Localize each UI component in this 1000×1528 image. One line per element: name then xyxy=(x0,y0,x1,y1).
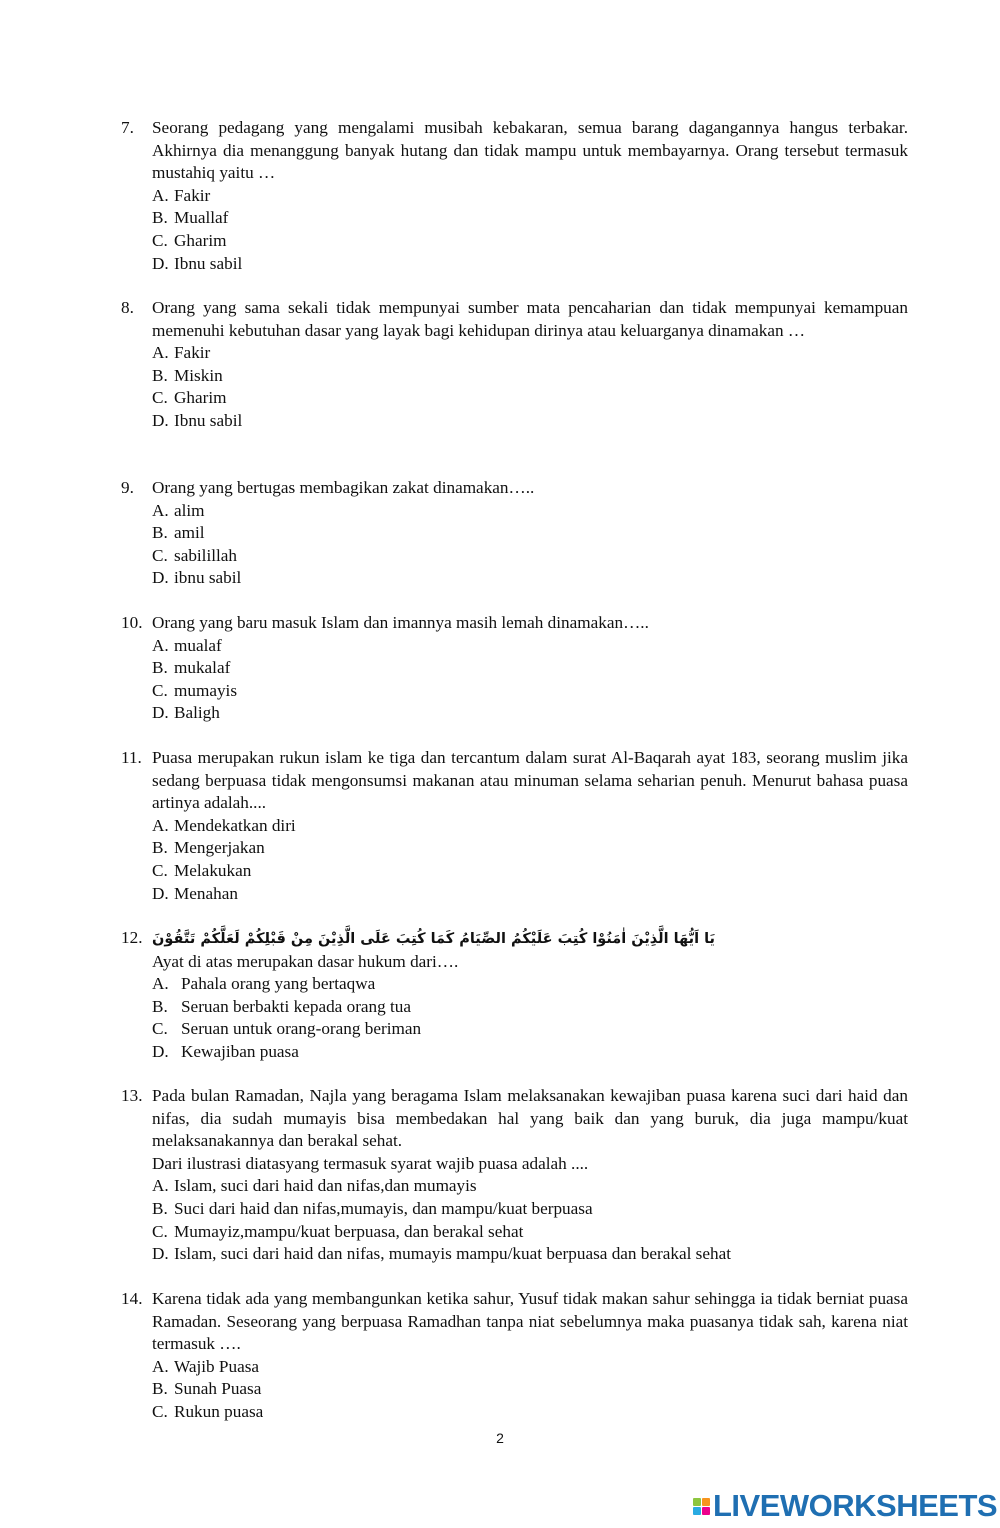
option-letter: B. xyxy=(152,523,168,543)
option[interactable] xyxy=(152,500,908,523)
question-text: Ayat di atas merupakan dasar hukum dari…. xyxy=(152,951,459,971)
question-text: Puasa merupakan rukun islam ke tiga dan tercantum dalam surat Al-Baqarah ayat 183, seorang muslim jika sedang berpuasa tidak mengonsumsi makanan atau minuman selama seharian penuh. Menurut bahasa puasa artinya adalah.... xyxy=(152,748,908,813)
option-text: mualaf xyxy=(174,635,222,655)
option[interactable] xyxy=(152,1175,908,1198)
question-11 xyxy=(121,747,908,905)
option-text: sabilillah xyxy=(174,545,238,565)
option-text: Seruan berbakti kepada orang tua xyxy=(181,996,412,1016)
option-text: Ibnu sabil xyxy=(174,410,243,430)
option-text: Menahan xyxy=(174,883,238,903)
option-text: mukalaf xyxy=(174,658,231,678)
option-letter: C. xyxy=(152,1221,168,1241)
question-number: 10. xyxy=(121,613,143,632)
option-text: Seruan untuk orang-orang beriman xyxy=(181,1019,422,1039)
option[interactable] xyxy=(152,342,908,365)
option-text: Mendekatkan diri xyxy=(174,815,296,835)
option-text: Kewajiban puasa xyxy=(181,1041,299,1061)
question-number: 13. xyxy=(121,1086,143,1105)
option-text: Islam, suci dari haid dan nifas,dan mumayis xyxy=(174,1176,477,1196)
option[interactable] xyxy=(152,1243,908,1266)
option-text: Gharim xyxy=(174,230,227,250)
option-text: Pahala orang yang bertaqwa xyxy=(181,974,376,994)
option-letter: B. xyxy=(152,1198,168,1218)
option[interactable] xyxy=(152,1198,908,1221)
option-letter: C. xyxy=(152,680,168,700)
question-12 xyxy=(121,927,908,1064)
question-8 xyxy=(121,297,908,433)
question-number: 11. xyxy=(121,748,142,767)
arabic-verse: يَا اَيُّهَا الَّذِيْنَ اٰمَنُوْا كُتِبَ عَلَيْكُمُ الصِّيَامُ كَمَا كُتِبَ عَلَى الَّذِيْنَ مِنْ قَبْلِكُمْ لَعَلَّكُمْ تَتَّقُوْنَ xyxy=(152,931,716,947)
option-letter: D. xyxy=(152,703,169,723)
option-text: Islam, suci dari haid dan nifas, mumayis mampu/kuat berpuasa dan berakal sehat xyxy=(174,1244,731,1264)
option-text: Suci dari haid dan nifas,mumayis, dan mampu/kuat berpuasa xyxy=(174,1198,593,1218)
option-text: Wajib Puasa xyxy=(174,1356,260,1376)
question-text: Seorang pedagang yang mengalami musibah kebakaran, semua barang dagangannya hangus terbakar. Akhirnya dia menanggung banyak hutang dan tidak mampu untuk membayarnya. Orang tersebut termasuk mustahiq yaitu … xyxy=(152,118,908,183)
option-text: amil xyxy=(174,523,205,543)
question-7 xyxy=(121,117,908,275)
option-text: Melakukan xyxy=(174,860,252,880)
question-13 xyxy=(121,1085,908,1266)
logo-square xyxy=(693,1507,701,1515)
option-text: Sunah Puasa xyxy=(174,1379,262,1399)
question-text: Orang yang baru masuk Islam dan imannya masih lemah dinamakan….. xyxy=(152,613,649,632)
option[interactable] xyxy=(152,1401,908,1424)
question-number: 7. xyxy=(121,118,134,137)
option-letter: C. xyxy=(152,230,168,250)
option[interactable] xyxy=(152,207,908,230)
option[interactable] xyxy=(152,567,908,590)
option-text: ibnu sabil xyxy=(174,568,242,588)
option-text: Ibnu sabil xyxy=(174,253,243,273)
option-letter: D. xyxy=(152,1244,169,1264)
option[interactable] xyxy=(152,657,908,680)
option[interactable] xyxy=(152,185,908,208)
option-text: Mumayiz,mampu/kuat berpuasa, dan berakal sehat xyxy=(174,1221,524,1241)
option-letter: A. xyxy=(152,974,169,994)
question-number: 14. xyxy=(121,1289,143,1308)
option-letter: D. xyxy=(152,568,169,588)
question-14 xyxy=(121,1288,908,1424)
question-text: Pada bulan Ramadan, Najla yang beragama Islam melaksanakan kewajiban puasa karena suci dari haid dan nifas, dia sudah mumayis bisa membedakan hal yang baik dan yang buruk, dia juga mampu/kuat melaksanakannya dan berakal sehat. xyxy=(152,1086,908,1151)
option[interactable] xyxy=(152,522,908,545)
option-letter: D. xyxy=(152,1041,169,1061)
option-letter: B. xyxy=(152,208,168,228)
question-9 xyxy=(121,477,908,590)
logo-square xyxy=(702,1498,710,1506)
option-letter: C. xyxy=(152,545,168,565)
option[interactable] xyxy=(152,1378,908,1401)
option[interactable] xyxy=(152,996,908,1019)
option-letter: B. xyxy=(152,996,168,1016)
option[interactable] xyxy=(152,702,908,725)
option[interactable] xyxy=(152,1356,908,1379)
option[interactable] xyxy=(152,837,908,860)
logo-grid-icon xyxy=(693,1498,710,1515)
option-letter: A. xyxy=(152,1176,169,1196)
option-letter: D. xyxy=(152,410,169,430)
option-letter: A. xyxy=(152,815,169,835)
option[interactable] xyxy=(152,973,908,996)
liveworksheets-logo[interactable] xyxy=(693,1488,997,1524)
option-letter: B. xyxy=(152,365,168,385)
page-number: 2 xyxy=(496,1430,504,1446)
question-text: Karena tidak ada yang membangunkan ketika sahur, Yusuf tidak makan sahur sehingga ia tidak berniat puasa Ramadan. Seseorang yang berpuasa Ramadhan tanpa niat sebelumnya maka puasanya tidak sah, karena niat termasuk …. xyxy=(152,1289,908,1354)
option-text: Muallaf xyxy=(174,208,229,228)
option-text: Mengerjakan xyxy=(174,838,265,858)
option-letter: A. xyxy=(152,500,169,520)
option[interactable] xyxy=(152,1041,908,1064)
question-10 xyxy=(121,612,908,725)
option[interactable] xyxy=(152,1221,908,1244)
option-letter: D. xyxy=(152,253,169,273)
option-letter: C. xyxy=(152,388,168,408)
option-text: Miskin xyxy=(174,365,223,385)
option-letter: A. xyxy=(152,1356,169,1376)
option[interactable] xyxy=(152,387,908,410)
option-letter: A. xyxy=(152,635,169,655)
option-letter: A. xyxy=(152,185,169,205)
option[interactable] xyxy=(152,680,908,703)
question-number: 8. xyxy=(121,298,134,317)
option-text: Gharim xyxy=(174,388,227,408)
option[interactable] xyxy=(152,883,908,906)
question-number: 9. xyxy=(121,478,134,497)
option-letter: C. xyxy=(152,1019,168,1039)
option-text: Rukun puasa xyxy=(174,1401,264,1421)
question-text: Orang yang bertugas membagikan zakat dinamakan….. xyxy=(152,478,535,497)
option[interactable] xyxy=(152,253,908,276)
question-text: Orang yang sama sekali tidak mempunyai sumber mata pencaharian dan tidak mempunyai kemampuan memenuhi kebutuhan dasar yang layak bagi kehidupan dirinya atau keluarganya dinamakan … xyxy=(152,298,908,340)
option[interactable] xyxy=(152,230,908,253)
logo-square xyxy=(702,1507,710,1515)
option[interactable] xyxy=(152,545,908,568)
option-text: alim xyxy=(174,500,205,520)
option[interactable] xyxy=(152,410,908,433)
option-letter: C. xyxy=(152,860,168,880)
option-letter: B. xyxy=(152,838,168,858)
question-prompt: Dari ilustrasi diatasyang termasuk syarat wajib puasa adalah .... xyxy=(152,1153,589,1173)
question-number: 12. xyxy=(121,928,143,947)
option-letter: C. xyxy=(152,1401,168,1421)
option-letter: D. xyxy=(152,883,169,903)
logo-text: LIVEWORKSHEETS xyxy=(713,1488,998,1523)
option[interactable] xyxy=(152,860,908,883)
option-letter: A. xyxy=(152,343,169,363)
option-text: Baligh xyxy=(174,703,220,723)
option-text: Fakir xyxy=(174,185,211,205)
option-text: Fakir xyxy=(174,343,211,363)
option-letter: B. xyxy=(152,1379,168,1399)
option-letter: B. xyxy=(152,658,168,678)
logo-square xyxy=(693,1498,701,1506)
option[interactable] xyxy=(152,635,908,658)
option-text: mumayis xyxy=(174,680,238,700)
option[interactable] xyxy=(152,365,908,388)
option[interactable] xyxy=(152,815,908,838)
option[interactable] xyxy=(152,1018,908,1041)
